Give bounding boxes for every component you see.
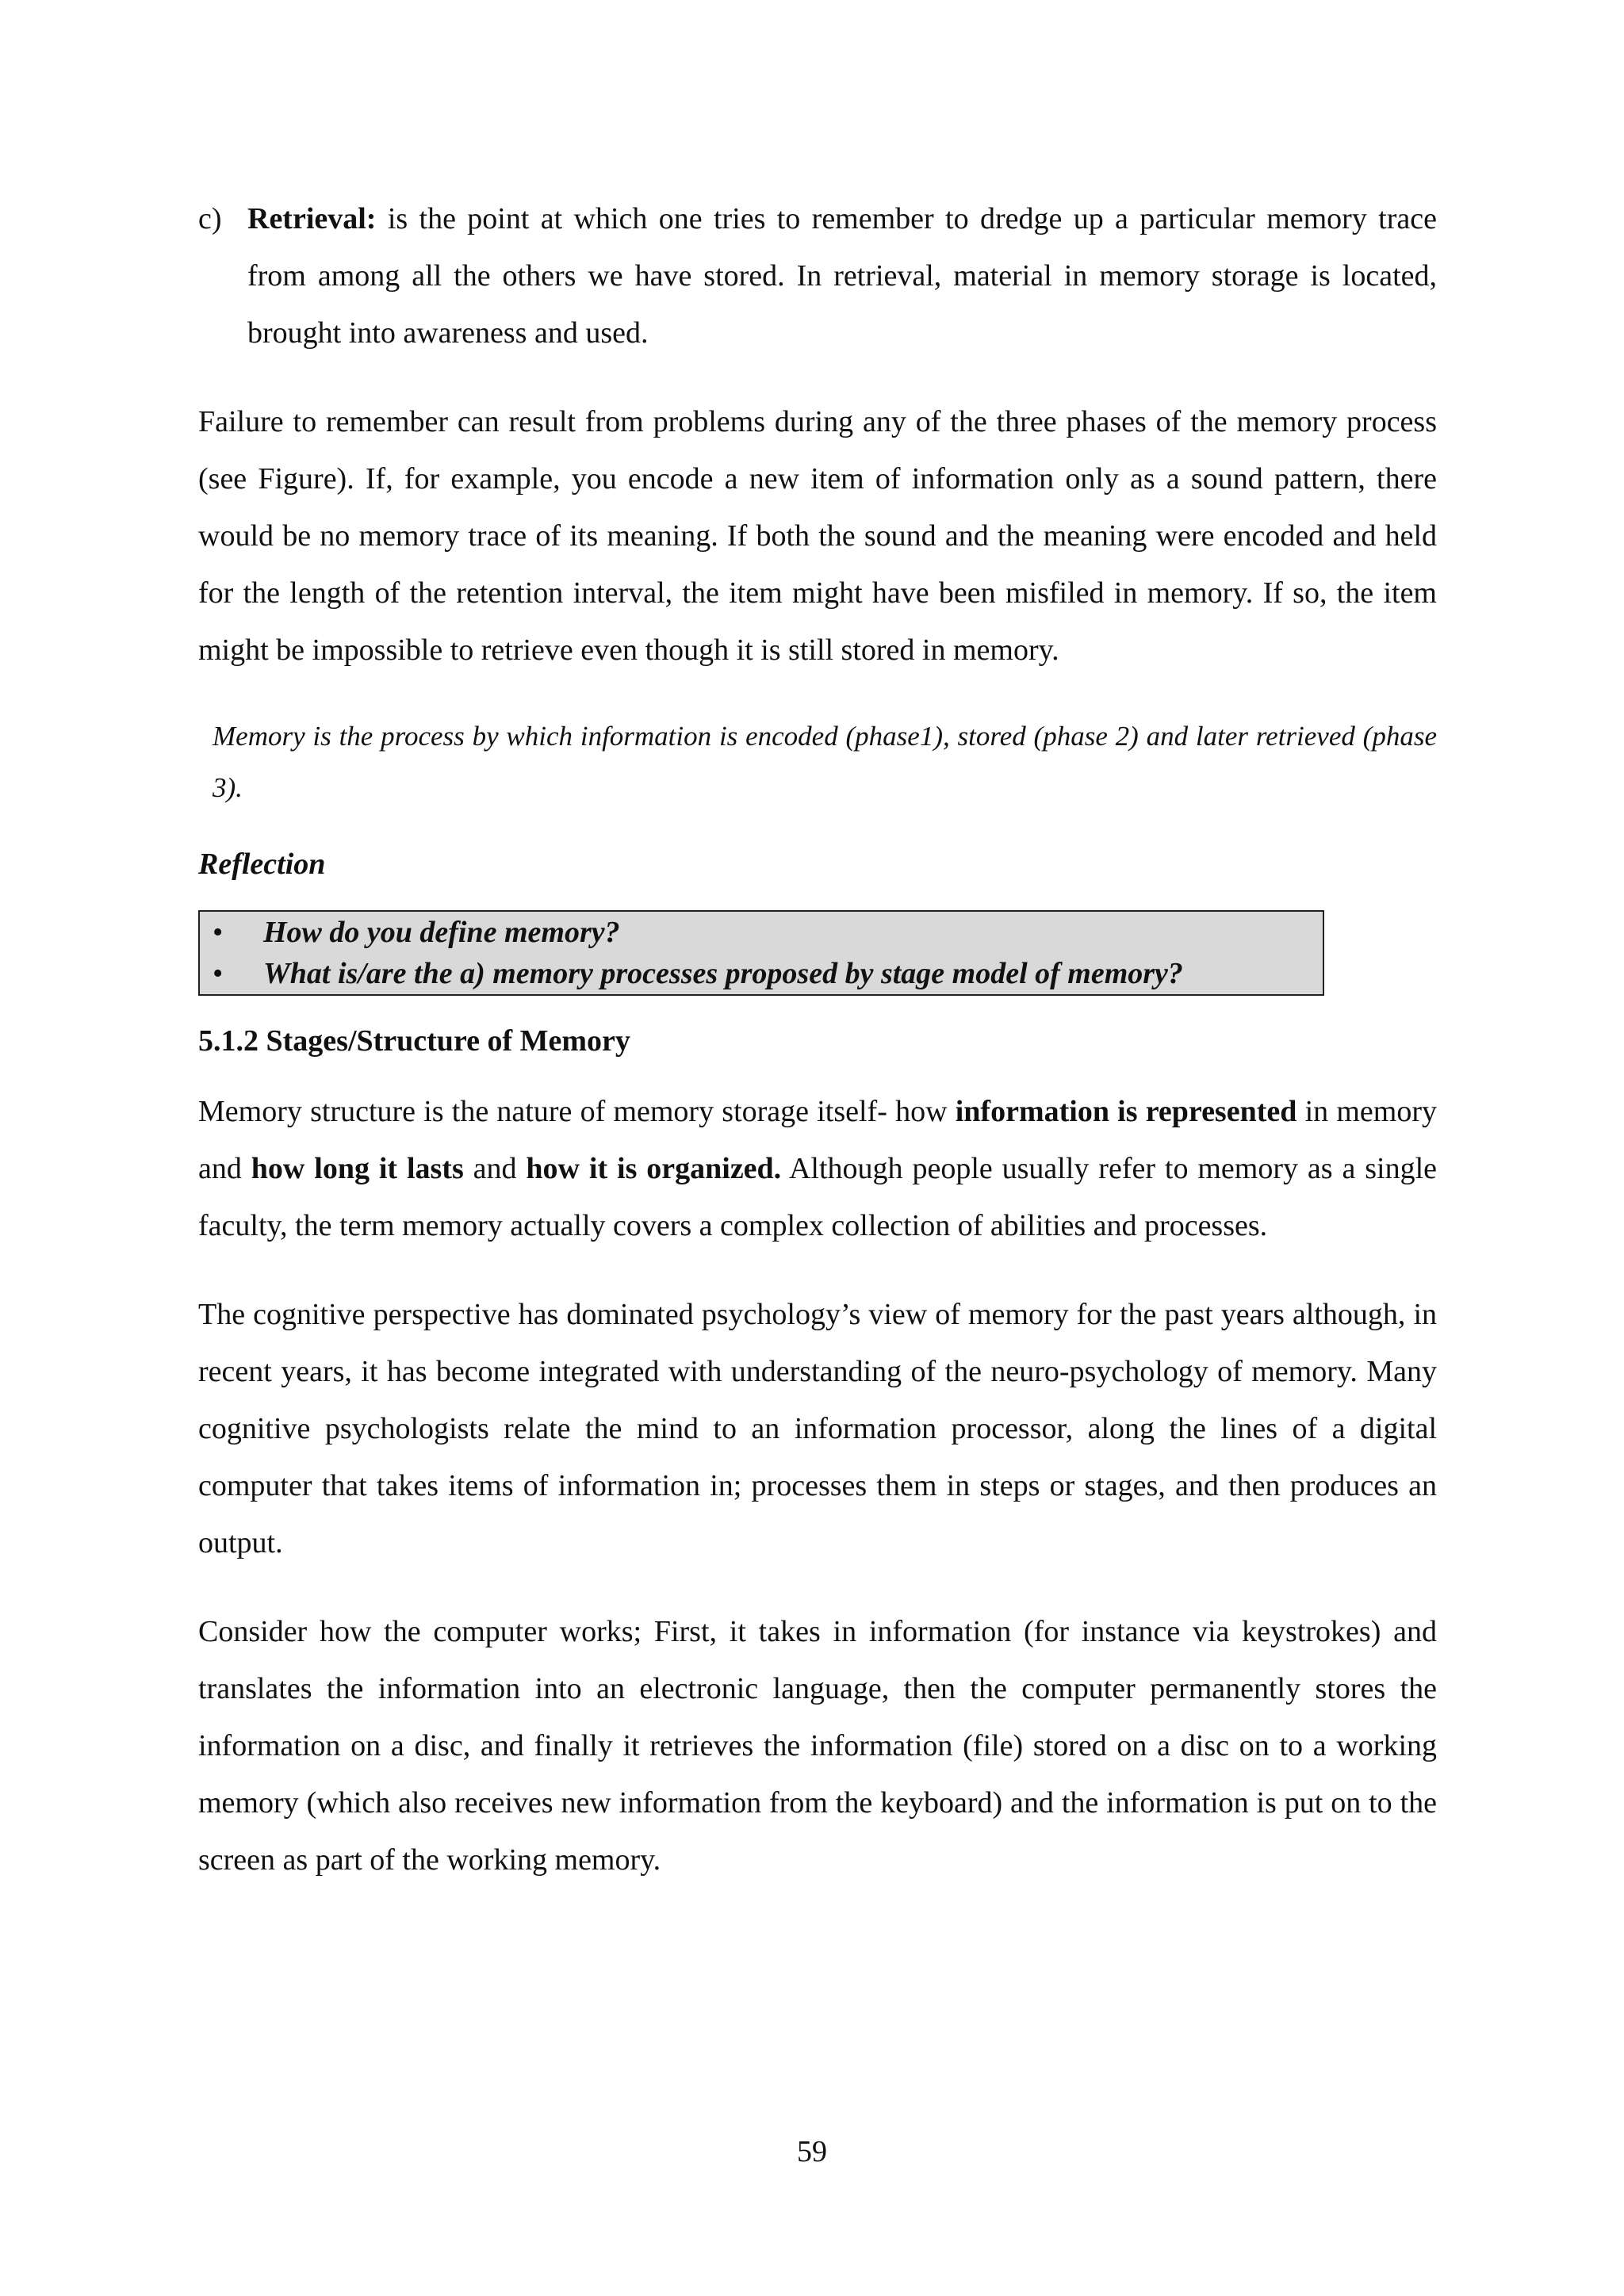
memory-definition-note: Memory is the process by which information is encoded (phase1), stored (phase 2) and later retrieved (phase 3).: [213, 721, 1437, 803]
section-heading: 5.1.2 Stages/Structure of Memory: [198, 1024, 630, 1058]
bold-run: how long it lasts: [251, 1152, 464, 1185]
reflection-question-text: How do you define memory?: [263, 916, 620, 949]
text-run: Memory structure is the nature of memory storage itself- how: [198, 1095, 956, 1128]
text-run: Although people usually refer to memory as a single faculty, the term memory actually covers a complex collection of abilities and processes.: [198, 1152, 1437, 1242]
bullet-icon: •: [213, 957, 224, 990]
memory-structure-paragraph: [198, 1083, 1437, 1254]
page-content: [198, 190, 1437, 1920]
bullet-icon: •: [213, 916, 224, 949]
retrieval-definition: is the point at which one tries to remember to dredge up a particular memory trace from among all the others we have stored. In retrieval, material in memory storage is located, brought into awareness and used.: [247, 202, 1437, 350]
reflection-question: [200, 953, 1323, 994]
bold-run: how it is organized.: [526, 1152, 782, 1185]
retrieval-list-item: [198, 190, 1437, 362]
cognitive-perspective-paragraph: The cognitive perspective has dominated psychology’s view of memory for the past years although, in recent years, it has become integrated with understanding of the neuro-psychology of memory. Many cognitive psychologists relate the mind to an information processor, along the lines of a digital computer that takes items of information in; processes them in steps or stages, and then produces an output.: [198, 1298, 1437, 1559]
retrieval-term: Retrieval:: [247, 202, 377, 235]
reflection-box: [198, 910, 1324, 996]
text-run: in memory and: [198, 1095, 1438, 1185]
text-run: and: [463, 1152, 527, 1185]
computer-analogy-paragraph: Consider how the computer works; First, it takes in information (for instance via keystrokes) and translates the information into an electronic language, then the computer permanently stores the information on a disc, and finally it retrieves the information (file) stored on a disc on to a working memory (which also receives new information from the keyboard) and the information is put on to the screen as part of the working memory.: [198, 1615, 1437, 1877]
reflection-question-text: What is/are the a) memory processes proposed by stage model of memory?: [263, 957, 1183, 990]
bold-run: information is represented: [955, 1095, 1297, 1128]
list-marker: c): [198, 202, 222, 235]
failure-paragraph: Failure to remember can result from problems during any of the three phases of the memory process (see Figure). If, for example, you encode a new item of information only as a sound pattern, there would be no memory trace of its meaning. If both the sound and the meaning were encoded and held for the length of the retention interval, the item might have been misfiled in memory. If so, the item might be impossible to retrieve even though it is still stored in memory.: [198, 405, 1437, 667]
reflection-heading: Reflection: [198, 848, 326, 881]
page-number: 59: [797, 2135, 827, 2168]
reflection-question: [200, 912, 1323, 953]
